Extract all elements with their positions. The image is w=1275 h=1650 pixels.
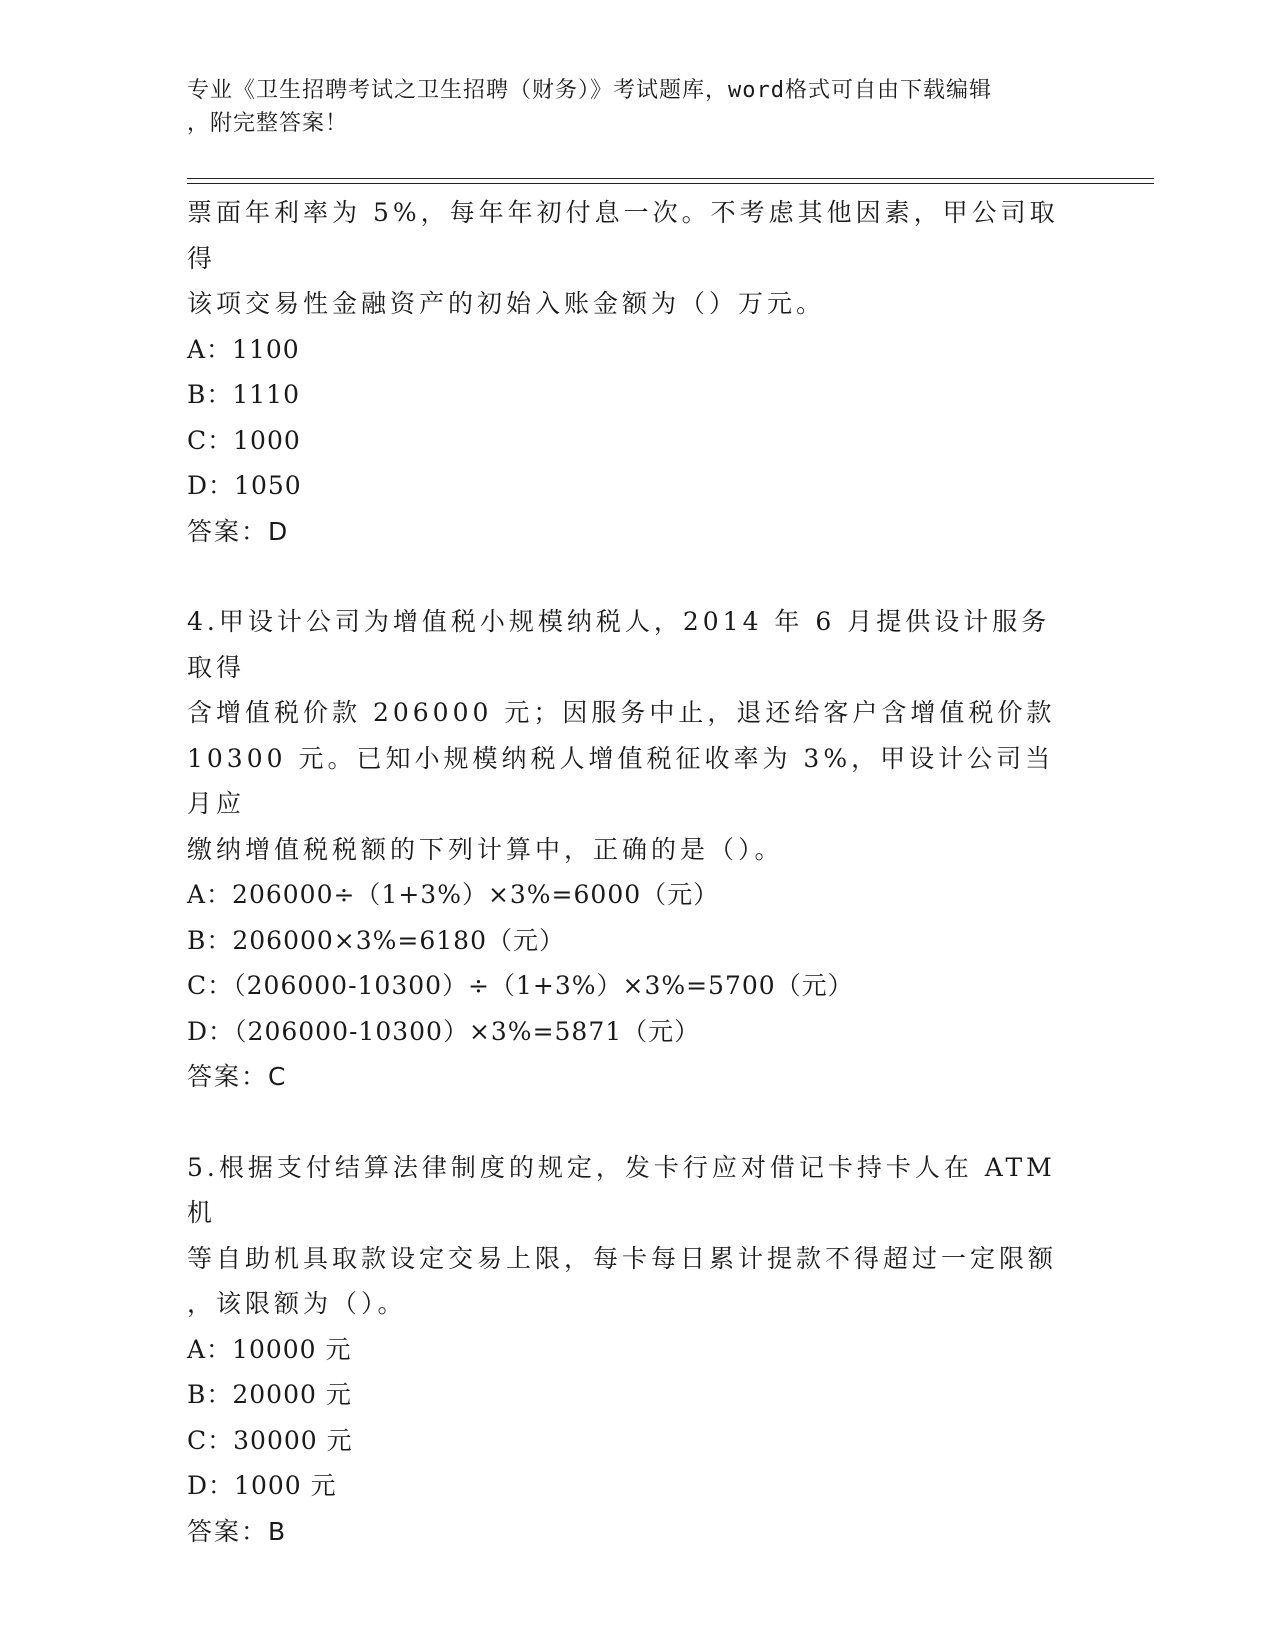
option-b: B：206000×3%=6180（元）	[187, 925, 565, 955]
option-c: C：30000 元	[187, 1425, 353, 1455]
answer-line: 答案：B	[187, 1516, 288, 1546]
option-a: A：1100	[187, 334, 300, 364]
answer-line: 答案：C	[187, 1062, 288, 1091]
option-d: D：1000 元	[187, 1471, 337, 1500]
question-5	[187, 1145, 1067, 1555]
option-b: B：20000 元	[187, 1380, 352, 1409]
header-divider-top	[187, 178, 1154, 179]
answer-line: 答案：D	[187, 516, 290, 546]
question-4	[187, 599, 1067, 1100]
option-d: D：（206000-10300）×3%=5871（元）	[187, 1016, 701, 1046]
option-a: A：206000÷（1+3%）×3%=6000（元）	[187, 880, 720, 909]
option-c: C：1000	[187, 425, 301, 455]
option-d: D：1050	[187, 471, 302, 500]
option-b: B：1110	[187, 380, 300, 409]
option-a: A：10000 元	[187, 1334, 352, 1364]
question-text: 票面年利率为 5%，每年年初付息一次。不考虑其他因素，甲公司取得 该项交易性金融资产的初始入账金额为（）万元。	[187, 198, 1059, 318]
question-text: 5.根据支付结算法律制度的规定，发卡行应对借记卡持卡人在 ATM 机 等自助机具取款设定交易上限，每卡每日累计提款不得超过一定限额 ，该限额为（）。	[187, 1152, 1058, 1318]
header-divider-bottom	[187, 183, 1154, 184]
document-header: 专业《卫生招聘考试之卫生招聘（财务）》考试题库，word格式可自由下载编辑 ，附完整答案！	[187, 78, 992, 136]
option-c: C：（206000-10300）÷（1+3%）×3%=5700（元）	[187, 971, 854, 1000]
question-list	[187, 190, 1067, 1554]
question-3-continued	[187, 190, 1067, 554]
question-text: 4.甲设计公司为增值税小规模纳税人，2014 年 6 月提供设计服务取得 含增值税价款 206000 元；因服务中止，退还给客户含增值税价款 10300 元。已知小规模纳税人增值税征收率为 3%，甲设计公司当月应 缴纳增值税税额的下列计算中，正确的是（）。	[187, 607, 1056, 864]
